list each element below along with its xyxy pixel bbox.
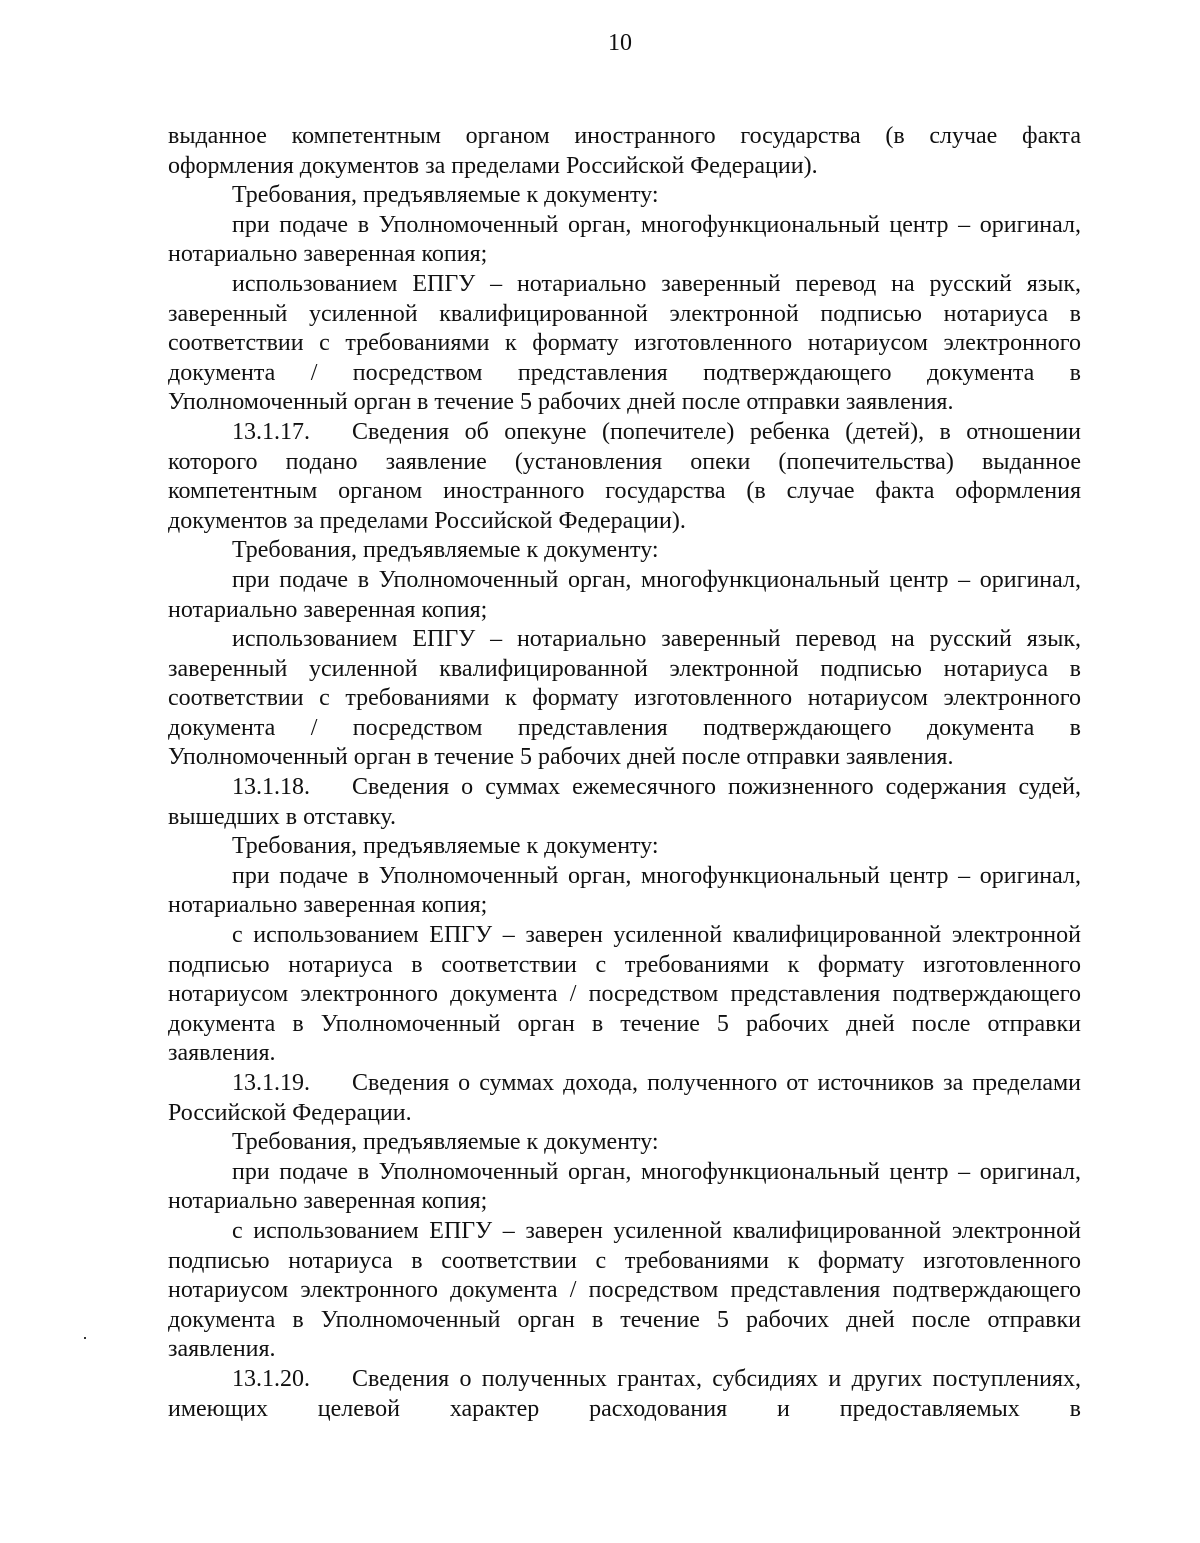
scan-speck: [84, 1337, 86, 1339]
section-number: 13.1.19.: [232, 1070, 310, 1096]
paragraph-requirements-heading: Требования, предъявляемые к документу:: [232, 833, 659, 860]
paragraph-requirement-epgu: использованием ЕПГУ – нотариально заверенный перевод на русский язык, заверенный усиленной квалифицированной электронной подписью нотариуса в соответствии с требованиями к формату изготовленного нотариусом электронного документа / посредством представления подтверждающего документа в Уполномоченный орган в течение 5 рабочих дней после отправки заявления.: [168, 626, 1081, 771]
section-13-1-19: [168, 1069, 1081, 1128]
section-number: 13.1.18.: [232, 774, 310, 801]
paragraph-requirement-in-person: при подаче в Уполномоченный орган, многофункциональный центр – оригинал, нотариально заверенная копия;: [168, 1158, 1081, 1215]
paragraph-requirements-heading: Требования, предъявляемые к документу:: [232, 182, 659, 209]
page-number: 10: [608, 30, 632, 56]
paragraph-requirement-epgu: использованием ЕПГУ – нотариально заверенный перевод на русский язык, заверенный усиленной квалифицированной электронной подписью нотариуса в соответствии с требованиями к формату изготовленного нотариусом электронного документа / посредством представления подтверждающего документа в Уполномоченный орган в течение 5 рабочих дней после отправки заявления.: [168, 270, 1081, 416]
section-text: Сведения о полученных грантах, субсидиях и других поступлениях, имеющих целевой характер расходования и предоставляемых в: [168, 1365, 1081, 1422]
paragraph-requirements-heading: Требования, предъявляемые к документу:: [232, 1129, 659, 1156]
paragraph-continuation: выданное компетентным органом иностранного государства (в случае факта оформления документов за пределами Российской Федерации).: [168, 123, 1081, 179]
paragraph-requirement-in-person: при подаче в Уполномоченный орган, многофункциональный центр – оригинал, нотариально заверенная копия;: [168, 862, 1081, 919]
paragraph-requirement-epgu: с использованием ЕПГУ – заверен усиленной квалифицированной электронной подписью нотариуса в соответствии с требованиями к формату изготовленного нотариусом электронного документа / посредством представления подтверждающего документа в Уполномоченный орган в течение 5 рабочих дней после отправки заявления.: [168, 1217, 1081, 1363]
paragraph-requirement-in-person: при подаче в Уполномоченный орган, многофункциональный центр – оригинал, нотариально заверенная копия;: [168, 566, 1081, 623]
section-number: 13.1.20.: [232, 1365, 310, 1392]
paragraph-requirement-epgu: с использованием ЕПГУ – заверен усиленной квалифицированной электронной подписью нотариуса в соответствии с требованиями к формату изготовленного нотариусом электронного документа / посредством представления подтверждающего документа в Уполномоченный орган в течение 5 рабочих дней после отправки заявления.: [168, 922, 1081, 1067]
section-13-1-17: [168, 418, 1081, 536]
paragraph-requirement-in-person: при подаче в Уполномоченный орган, многофункциональный центр – оригинал, нотариально заверенная копия;: [168, 211, 1081, 268]
paragraph-requirements-heading: Требования, предъявляемые к документу:: [232, 537, 659, 564]
section-text: Сведения о суммах ежемесячного пожизненного содержания судей, вышедших в отставку.: [168, 774, 1081, 830]
document-body: [168, 122, 1081, 1424]
section-text: Сведения об опекуне (попечителе) ребенка (детей), в отношении которого подано заявление (установления опеки (попечительства) выданное компетентным органом иностранного государства (в случае факта оформления документов за пределами Российской Федерации).: [168, 418, 1081, 534]
section-13-1-20: [168, 1365, 1081, 1424]
section-text: Сведения о суммах дохода, полученного от источников за пределами Российской Федерации.: [168, 1070, 1081, 1126]
section-number: 13.1.17.: [232, 418, 310, 445]
section-13-1-18: [168, 773, 1081, 832]
